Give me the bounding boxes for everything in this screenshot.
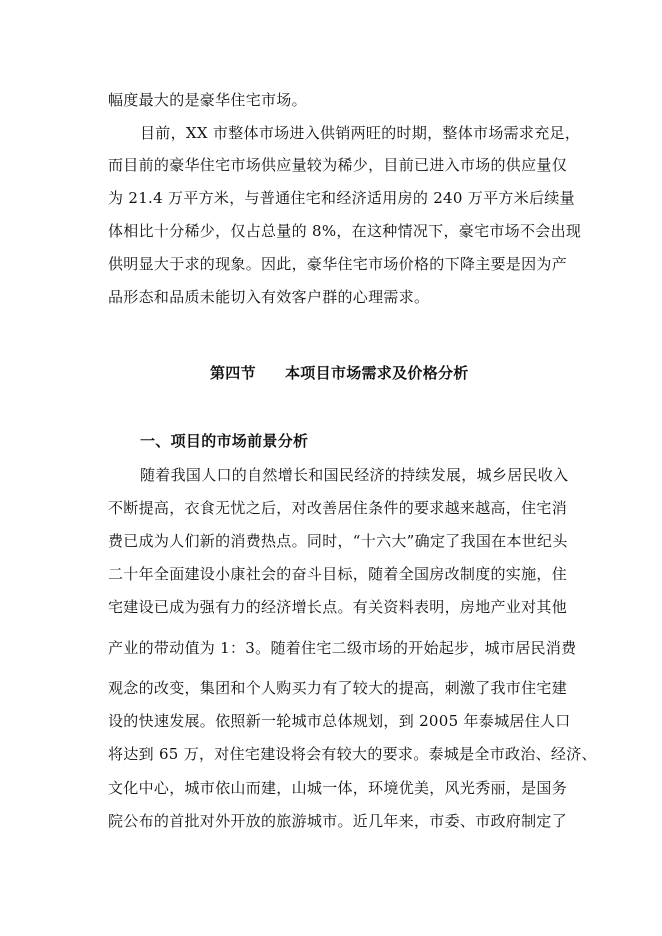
paragraph-line: 供明显大于求的现象。因此，豪华住宅市场价格的下降主要是因为产: [108, 255, 568, 273]
paragraph-line: 随着我国人口的自然增长和国民经济的持续发展，城乡居民收入: [140, 466, 569, 484]
paragraph-line: 宅建设已成为强有力的经济增长点。有关资料表明，房地产业对其他: [108, 598, 568, 616]
paragraph-line: 费已成为人们新的消费热点。同时，“十六大”确定了我国在本世纪头: [108, 532, 568, 550]
paragraph-line: 而目前的豪华住宅市场供应量较为稀少，目前已进入市场的供应量仅: [108, 156, 568, 174]
paragraph-line: 将达到 65 万，对住宅建设将会有较大的要求。泰城是全市政治、经济、: [108, 745, 597, 763]
paragraph-line: 二十年全面建设小康社会的奋斗目标，随着全国房改制度的实施，住: [108, 565, 568, 583]
section-title: 本项目市场需求及价格分析: [285, 364, 469, 382]
paragraph-line: 文化中心，城市依山而建，山城一体，环境优美，风光秀丽，是国务: [108, 779, 568, 797]
paragraph-line: 观念的改变，集团和个人购买力有了较大的提高，刺激了我市住宅建: [108, 679, 568, 697]
paragraph-line: 不断提高，衣食无忧之后，对改善居住条件的要求越来越高，住宅消: [108, 499, 568, 517]
paragraph-line: 品形态和品质未能切入有效客户群的心理需求。: [108, 288, 430, 306]
paragraph-line: 院公布的首批对外开放的旅游城市。近几年来，市委、市政府制定了: [108, 812, 568, 830]
paragraph-line: 为 21.4 万平方米，与普通住宅和经济适用房的 240 万平方米后续量: [108, 189, 575, 207]
paragraph-line: 体相比十分稀少，仅占总量的 8%，在这种情况下，豪宅市场不会出现: [108, 222, 582, 240]
paragraph-line: 目前，XX 市整体市场进入供销两旺的时期，整体市场需求充足，: [140, 124, 581, 142]
paragraph-line: 设的快速发展。依照新一轮城市总体规划，到 2005 年泰城居住人口: [108, 712, 571, 730]
paragraph-line: 幅度最大的是豪华住宅市场。: [108, 91, 307, 109]
paragraph-line: 产业的带动值为 1：3。随着住宅二级市场的开始起步，城市居民消费: [108, 639, 577, 657]
subsection-title: 一、项目的市场前景分析: [140, 432, 309, 450]
section-number: 第四节: [210, 364, 256, 382]
